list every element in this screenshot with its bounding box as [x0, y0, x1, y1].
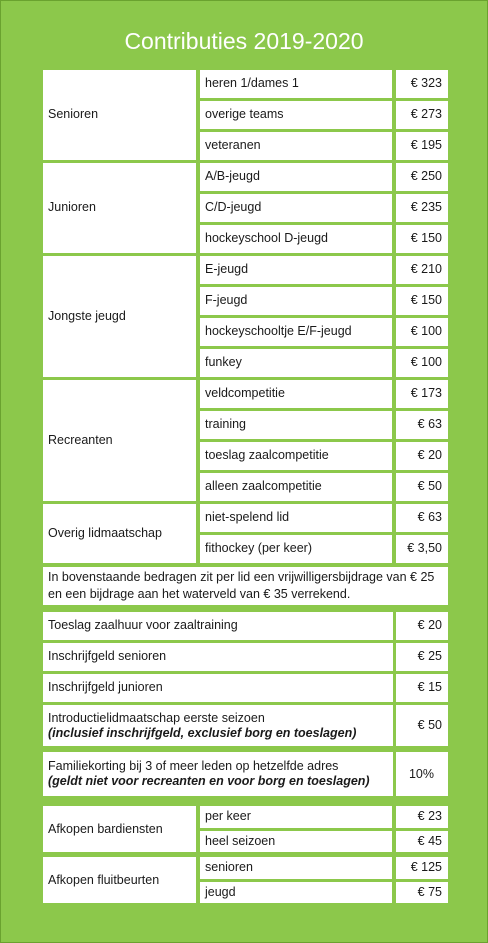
buyout-item-name: senioren: [200, 857, 392, 879]
item-price: € 235: [396, 194, 448, 222]
buyout-item-price: € 125: [396, 857, 448, 879]
buyout-item-name: jeugd: [200, 882, 392, 904]
item-price: € 100: [396, 318, 448, 346]
fee-label-text: Familiekorting bij 3 of meer leden op hetzelfde adres: [48, 759, 339, 773]
item-name: A/B-jeugd: [200, 163, 392, 191]
fee-label-text: Inschrijfgeld senioren: [48, 649, 167, 664]
item-name: heren 1/dames 1: [200, 70, 392, 98]
fee-label-text: Inschrijfgeld junioren: [48, 680, 163, 695]
item-price: € 323: [396, 70, 448, 98]
item-price: € 195: [396, 132, 448, 160]
item-name: C/D-jeugd: [200, 194, 392, 222]
fee-label: [43, 752, 393, 796]
fee-label: [43, 674, 393, 702]
item-name: training: [200, 411, 392, 439]
buyout-item-price: € 45: [396, 831, 448, 853]
fee-price: € 25: [396, 643, 448, 671]
item-price: € 150: [396, 225, 448, 253]
group-label: Senioren: [43, 70, 196, 160]
item-name: toeslag zaalcompetitie: [200, 442, 392, 470]
fee-note: (inclusief inschrijfgeld, exclusief borg en toeslagen): [48, 725, 357, 740]
item-name: veteranen: [200, 132, 392, 160]
item-price: € 250: [396, 163, 448, 191]
fee-label-text: Toeslag zaalhuur voor zaaltraining: [48, 618, 238, 633]
fee-label: [43, 612, 393, 640]
item-price: € 210: [396, 256, 448, 284]
buyout-item-name: heel seizoen: [200, 831, 392, 853]
item-name: fithockey (per keer): [200, 535, 392, 563]
item-price: € 150: [396, 287, 448, 315]
fee-label-text: Introductielidmaatschap eerste seizoen: [48, 710, 265, 725]
fee-price: 10%: [396, 752, 448, 796]
group-label: Recreanten: [43, 380, 196, 501]
item-price: € 63: [396, 411, 448, 439]
item-name: hockeyschooltje E/F-jeugd: [200, 318, 392, 346]
fee-label: [43, 643, 393, 671]
item-name: funkey: [200, 349, 392, 377]
buyout-label: Afkopen fluitbeurten: [43, 857, 196, 903]
item-name: overige teams: [200, 101, 392, 129]
item-price: € 3,50: [396, 535, 448, 563]
fee-price: € 15: [396, 674, 448, 702]
fee-label: [43, 705, 393, 746]
item-name: F-jeugd: [200, 287, 392, 315]
group-label: Overig lidmaatschap: [43, 504, 196, 563]
group-label: Junioren: [43, 163, 196, 253]
page-title: Contributies 2019-2020: [124, 28, 364, 54]
item-name: alleen zaalcompetitie: [200, 473, 392, 501]
fee-price: € 20: [396, 612, 448, 640]
fee-price: € 50: [396, 705, 448, 746]
item-price: € 20: [396, 442, 448, 470]
fee-note: (geldt niet voor recreanten en voor borg en toeslagen): [48, 774, 370, 788]
notice-text: In bovenstaande bedragen zit per lid een vrijwilligersbijdrage van € 25 en een bijdrage aan het waterveld van € 35 verrekend.: [43, 567, 448, 605]
group-label: Jongste jeugd: [43, 256, 196, 377]
item-price: € 100: [396, 349, 448, 377]
item-name: hockeyschool D-jeugd: [200, 225, 392, 253]
buyout-item-name: per keer: [200, 806, 392, 828]
buyout-item-price: € 75: [396, 882, 448, 904]
item-price: € 173: [396, 380, 448, 408]
item-name: veldcompetitie: [200, 380, 392, 408]
item-name: niet-spelend lid: [200, 504, 392, 532]
item-price: € 50: [396, 473, 448, 501]
buyout-item-price: € 23: [396, 806, 448, 828]
item-price: € 273: [396, 101, 448, 129]
item-price: € 63: [396, 504, 448, 532]
item-name: E-jeugd: [200, 256, 392, 284]
buyout-label: Afkopen bardiensten: [43, 806, 196, 852]
